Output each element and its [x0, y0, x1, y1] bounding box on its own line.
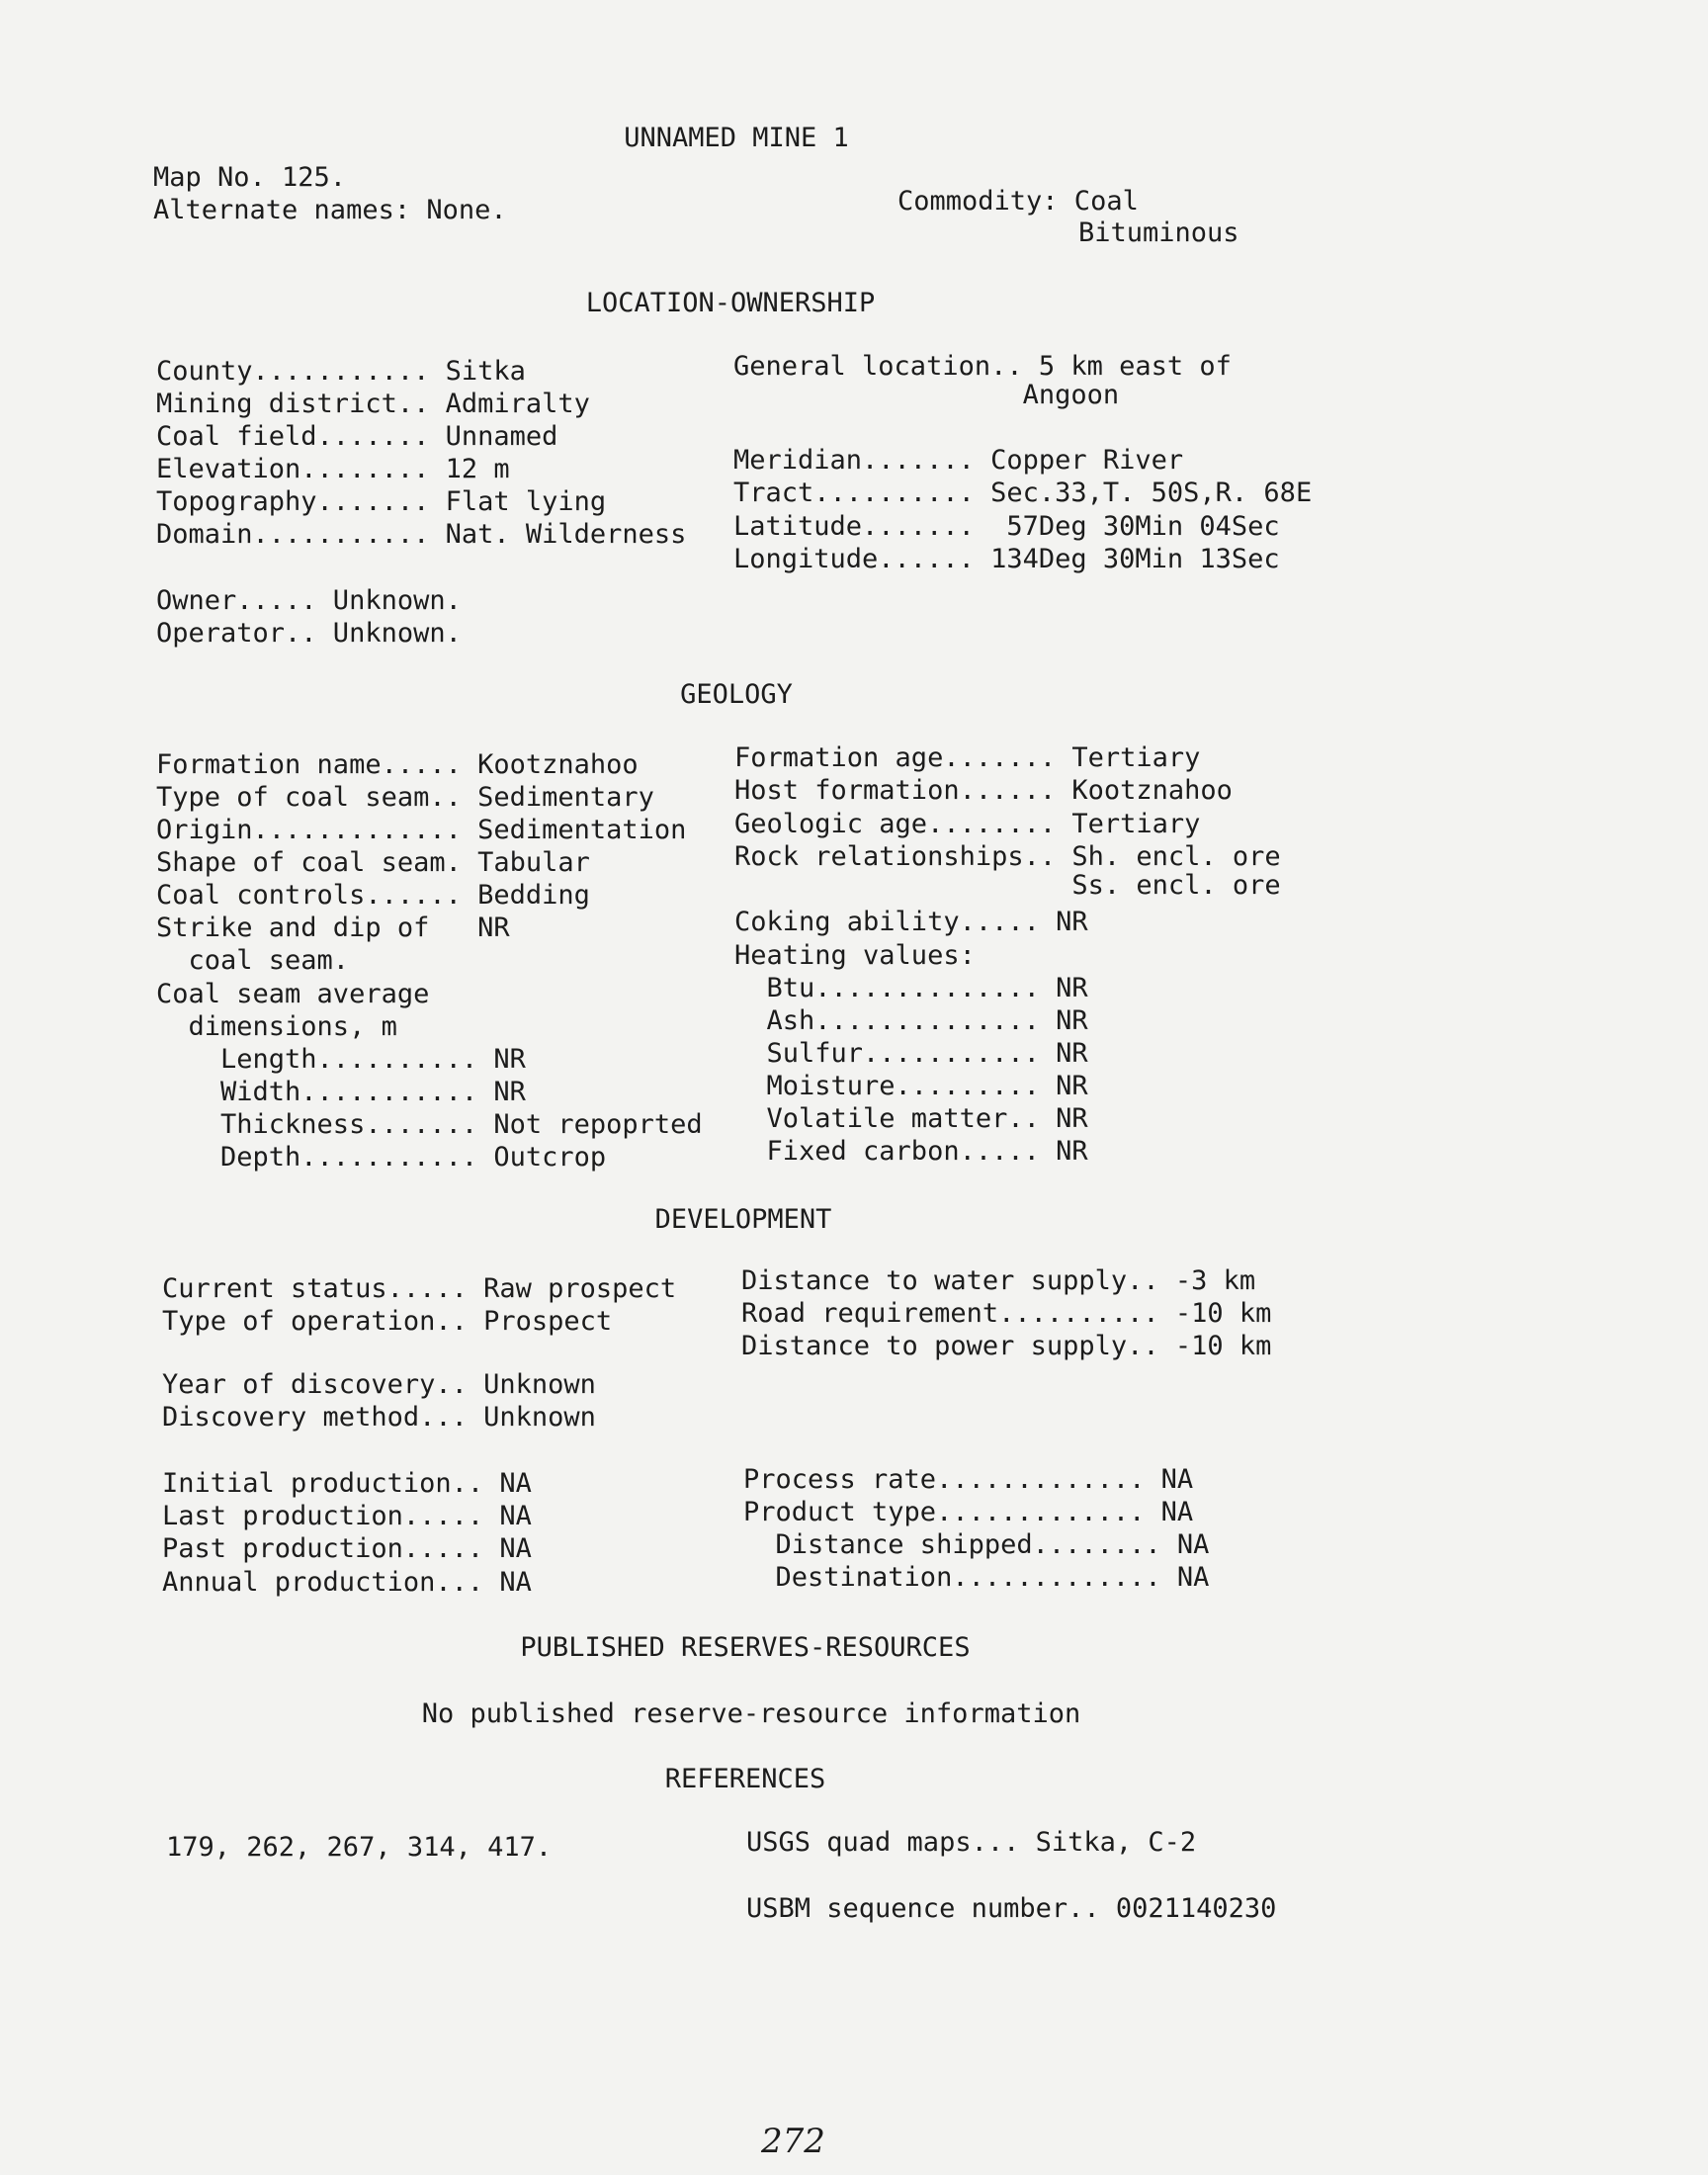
reserves-text: No published reserve-resource information [421, 1698, 1081, 1729]
geology-left-line: Width........... NR [156, 1077, 526, 1107]
location-domain: Domain........... Nat. Wilderness [156, 519, 687, 550]
location-owner: Owner..... Unknown. [156, 585, 462, 616]
geology-left-line: Depth........... Outcrop [156, 1142, 607, 1173]
page-title: UNNAMED MINE 1 [624, 123, 849, 153]
geology-right-line: Geologic age........ Tertiary [734, 809, 1201, 839]
geology-right-line: Coking ability..... NR [734, 907, 1088, 937]
location-topography: Topography....... Flat lying [156, 486, 607, 517]
location-elevation: Elevation........ 12 m [156, 454, 510, 484]
development-production-line: Initial production.. NA [162, 1468, 532, 1499]
development-production-line: Annual production... NA [162, 1567, 532, 1598]
development-process-line: Distance shipped........ NA [743, 1529, 1210, 1560]
geology-left-line: dimensions, m [156, 1011, 397, 1042]
location-operator: Operator.. Unknown. [156, 618, 462, 649]
section-heading-location: LOCATION-OWNERSHIP [585, 288, 876, 318]
development-discovery-method: Discovery method... Unknown [162, 1402, 596, 1433]
page-number: 272 [761, 2122, 825, 2161]
geology-left-line: coal seam. [156, 945, 350, 976]
section-heading-geology: GEOLOGY [680, 679, 793, 710]
development-type-of-operation: Type of operation.. Prospect [162, 1306, 613, 1337]
development-process-line: Product type............. NA [743, 1497, 1194, 1527]
geology-right-line: Host formation...... Kootznahoo [734, 775, 1233, 806]
geology-right-line: Formation age....... Tertiary [734, 742, 1201, 773]
location-meridian: Meridian....... Copper River [733, 445, 1184, 476]
location-tract: Tract.......... Sec.33,T. 50S,R. 68E [733, 478, 1313, 508]
location-coal-field: Coal field....... Unnamed [156, 421, 558, 452]
location-longitude: Longitude...... 134Deg 30Min 13Sec [733, 544, 1280, 574]
geology-right-line: Ss. encl. ore [734, 870, 1281, 901]
section-heading-reserves: PUBLISHED RESERVES-RESOURCES [520, 1632, 971, 1663]
geology-right-line: Ash.............. NR [734, 1005, 1088, 1036]
geology-right-line: Volatile matter.. NR [734, 1103, 1088, 1134]
references-usbm-sequence: USBM sequence number.. 0021140230 [746, 1893, 1277, 1924]
geology-left-line: Coal controls...... Bedding [156, 880, 590, 911]
development-production-line: Last production..... NA [162, 1501, 532, 1531]
geology-left-line: Shape of coal seam. Tabular [156, 847, 590, 878]
development-year-of-discovery: Year of discovery.. Unknown [162, 1369, 596, 1400]
section-heading-references: REFERENCES [664, 1764, 826, 1794]
geology-right-line: Moisture......... NR [734, 1071, 1088, 1101]
development-road-requirement: Road requirement.......... -10 km [741, 1298, 1272, 1329]
development-process-line: Process rate............. NA [743, 1464, 1194, 1495]
geology-right-line: Heating values: [734, 940, 976, 971]
location-mining-district: Mining district.. Admiralty [156, 389, 590, 419]
geology-left-line: Coal seam average [156, 979, 430, 1009]
geology-right-line: Sulfur........... NR [734, 1038, 1088, 1069]
map-number: Map No. 125. [153, 162, 347, 193]
development-process-line: Destination............. NA [743, 1562, 1210, 1593]
development-production-line: Past production..... NA [162, 1533, 532, 1564]
references-quad-maps: USGS quad maps... Sitka, C-2 [746, 1827, 1197, 1858]
references-list: 179, 262, 267, 314, 417. [166, 1832, 553, 1863]
development-water-supply: Distance to water supply.. -3 km [741, 1265, 1256, 1296]
location-county: County........... Sitka [156, 356, 526, 387]
geology-right-line: Fixed carbon..... NR [734, 1136, 1088, 1167]
geology-right-line: Rock relationships.. Sh. encl. ore [734, 841, 1281, 872]
commodity: Commodity: Coal [897, 186, 1139, 217]
development-current-status: Current status..... Raw prospect [162, 1273, 677, 1304]
geology-left-line: Type of coal seam.. Sedimentary [156, 782, 654, 813]
geology-left-line: Origin............. Sedimentation [156, 815, 687, 845]
geology-left-line: Length.......... NR [156, 1044, 526, 1075]
geology-left-line: Formation name..... Kootznahoo [156, 749, 639, 780]
location-general-cont: Angoon [733, 380, 1120, 410]
geology-left-line: Thickness....... Not repoprted [156, 1109, 703, 1140]
location-latitude: Latitude....... 57Deg 30Min 04Sec [733, 511, 1280, 542]
geology-left-line: Strike and dip of NR [156, 913, 510, 943]
geology-right-line: Btu.............. NR [734, 973, 1088, 1003]
development-power-supply: Distance to power supply.. -10 km [741, 1331, 1272, 1361]
commodity-type: Bituminous [1078, 218, 1239, 248]
section-heading-development: DEVELOPMENT [654, 1204, 832, 1235]
alternate-names: Alternate names: None. [153, 195, 507, 225]
location-general: General location.. 5 km east of [733, 351, 1232, 382]
